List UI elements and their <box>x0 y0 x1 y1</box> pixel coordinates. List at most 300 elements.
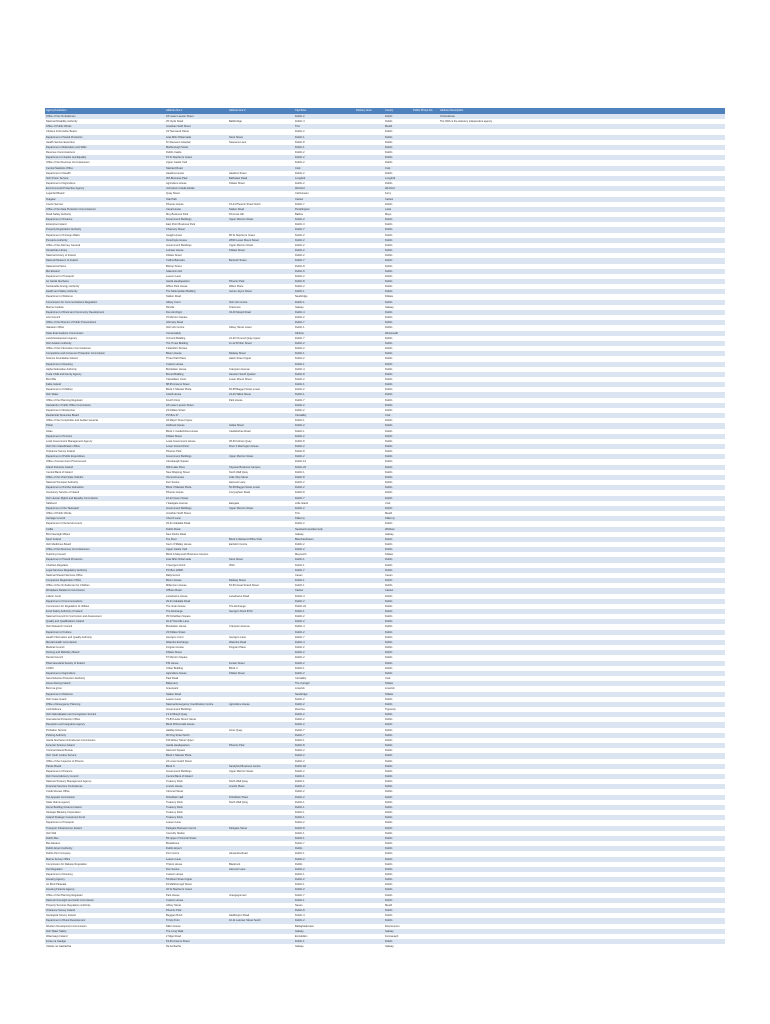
table-cell: Dublin 1 <box>294 939 355 944</box>
table-cell: 57 Merrion Square <box>165 655 228 660</box>
table-cell: Dublin 2 <box>294 114 355 119</box>
table-cell: Dublin <box>384 918 412 923</box>
table-cell: Dublin <box>384 238 412 243</box>
table-cell: Ballina <box>294 212 355 217</box>
table-cell: Dublin 2 <box>294 238 355 243</box>
table-cell: Fitzwilliam Place <box>228 795 294 800</box>
table-cell: Dublin 2 <box>294 155 355 160</box>
table-cell: Bord na gCon <box>45 686 165 691</box>
table-cell: Carlow <box>294 197 355 202</box>
table-cell: Dublin 2 <box>294 248 355 253</box>
table-cell: Upper Castle Yard <box>165 547 228 552</box>
table-cell: 2 Sligo Road <box>165 934 228 939</box>
table-cell: Block A Maynooth Business Campus <box>165 552 228 557</box>
table-cell: Parkgate Business Centre <box>165 826 228 831</box>
table-cell: Government Buildings <box>165 769 228 774</box>
table-cell: Civil Defence <box>45 707 165 712</box>
table-cell: Hatch Street Upper <box>228 356 294 361</box>
table-cell: Dublin 1 <box>294 831 355 836</box>
table-cell: Citizens Information Board <box>45 129 165 134</box>
table-cell: Dublin 2 <box>294 485 355 490</box>
table-cell: Dublin <box>384 233 412 238</box>
table-cell: Dublin <box>384 264 412 269</box>
table-cell: Na Forbacha <box>165 944 228 949</box>
table-cell: Dublin <box>384 645 412 650</box>
table-cell: Dublin 1 <box>294 851 355 856</box>
table-cell: Department of Social Protection <box>45 557 165 562</box>
table-cell: Dublin 2 <box>294 697 355 702</box>
table-cell: East Point Business Park <box>165 222 228 227</box>
table-cell: Little Ship Street <box>228 475 294 480</box>
table-cell: Dublin <box>384 253 412 258</box>
table-cell: Government Buildings <box>165 217 228 222</box>
table-cell: Dublin 1 <box>294 470 355 475</box>
table-cell: Dublin <box>384 805 412 810</box>
table-cell: An Bord Pleanala <box>45 882 165 887</box>
table-cell: Dublin 2 <box>294 171 355 176</box>
table-cell: Dublin <box>384 490 412 495</box>
table-cell: Kilkenny <box>294 516 355 521</box>
table-cell: Irish Life Centre <box>228 300 294 305</box>
table-cell: Irish Human Rights and Equality Commission <box>45 496 165 501</box>
table-cell: Department of Culture <box>45 630 165 635</box>
table-cell: Dublin <box>384 831 412 836</box>
table-cell: Dublin <box>384 418 412 423</box>
table-cell: Department of Health <box>45 171 165 176</box>
table-cell: Dublin 7 <box>294 568 355 573</box>
table-cell: Kingram Place <box>228 645 294 650</box>
table-cell: Galway <box>294 532 355 537</box>
table-cell: Dublin 2 <box>294 423 355 428</box>
table-cell: Office of the Director of Public Prosecutions <box>45 320 165 325</box>
table-cell: Dublin 2 <box>294 671 355 676</box>
table-cell: Department of Defence <box>45 692 165 697</box>
table-cell: Bus Eireann <box>45 841 165 846</box>
table-cell: Office of the Revenue Commissioners <box>45 160 165 165</box>
table-cell: Dublin <box>384 336 412 341</box>
table-cell: Sea Fisheries Protection Authority <box>45 676 165 681</box>
table-cell: Ireland Strategic Investment Fund <box>45 815 165 820</box>
table-cell: 18 Lower Leeson Street <box>165 114 228 119</box>
table-cell: Dublin <box>384 697 412 702</box>
table-cell: Dublin 2 <box>294 784 355 789</box>
table-cell: Dublin <box>384 310 412 315</box>
table-cell: Central Bank of Ireland <box>165 774 228 779</box>
table-cell: George's Dock IFSC <box>228 609 294 614</box>
table-cell: Department of Rural and Community Development <box>45 310 165 315</box>
table-cell: Dublin 2 <box>294 630 355 635</box>
table-cell: Clonmel Street <box>165 789 228 794</box>
table-cell: Galway <box>294 929 355 934</box>
table-cell: 13-14 Burgh Quay <box>165 712 228 717</box>
table-cell: Failte Ireland <box>45 382 165 387</box>
table-cell: State Examinations Commission <box>45 331 165 336</box>
table-cell: Dublin 2 <box>294 150 355 155</box>
table-cell: Dublin <box>384 882 412 887</box>
table-cell: Dublin 2 <box>294 454 355 459</box>
table-cell: Kilkenny <box>384 516 412 521</box>
table-cell: An Garda Siochana <box>45 279 165 284</box>
table-cell: Dublin 8 <box>294 439 355 444</box>
table-cell: Dublin Bus <box>45 836 165 841</box>
table-cell: Department of the Environment <box>45 521 165 526</box>
table-cell: The Grain House <box>165 604 228 609</box>
table-cell: Dublin 7 <box>294 398 355 403</box>
table-cell: Upper Castle Yard <box>165 160 228 165</box>
table-cell: Dublin 4 <box>294 913 355 918</box>
table-cell: Fermanagh <box>384 934 412 939</box>
table-cell: Science Foundation Ireland <box>45 356 165 361</box>
table-cell: Garda Siochana Ombudsman Commission <box>45 738 165 743</box>
table-cell: Phoenix Park <box>165 449 228 454</box>
table-cell: Newtownmountkennedy <box>294 527 355 532</box>
table-cell: Health and Safety Authority <box>45 289 165 294</box>
table-cell: Dublin <box>384 459 412 464</box>
table-cell: Clanwilliam Court <box>165 377 228 382</box>
table-cell: Newbridge <box>294 294 355 299</box>
table-cell: 3A Mayor Street Upper <box>165 418 228 423</box>
table-cell: Dublin <box>384 547 412 552</box>
table-cell: Dublin <box>384 269 412 274</box>
table-cell: Transport Infrastructure Ireland <box>45 826 165 831</box>
table-cell: Infirmary Road <box>165 320 228 325</box>
table-cell: Dublin 2 <box>294 408 355 413</box>
table-cell: Dublin <box>384 119 412 124</box>
table-cell: Park Road <box>165 676 228 681</box>
table-cell: Dublin 8 <box>294 372 355 377</box>
table-cell: Safefood <box>45 501 165 506</box>
table-cell: Custom House <box>165 898 228 903</box>
table-cell: Canal House <box>165 207 228 212</box>
table-cell: Leeson Lane <box>165 697 228 702</box>
table-cell: Greenpark <box>165 686 228 691</box>
table-cell: Dublin <box>384 789 412 794</box>
table-cell: Dublin <box>384 795 412 800</box>
table-cell: Fourth Floor <box>165 398 228 403</box>
table-cell: Solas <box>45 429 165 434</box>
table-cell: Dublin <box>384 619 412 624</box>
table-cell: Dublin <box>384 475 412 480</box>
table-cell: Department of Education and Skills <box>45 145 165 150</box>
table-cell: Dublin 1 <box>294 583 355 588</box>
table-cell: Church Lane <box>165 516 228 521</box>
table-cell: Johnstown Castle Estate <box>165 186 228 191</box>
table-cell: Forensic Science Ireland <box>45 743 165 748</box>
table-cell: Legal Services Regulatory Authority <box>45 568 165 573</box>
table-cell: Maynooth <box>294 552 355 557</box>
table-cell: Dublin <box>384 289 412 294</box>
table-cell: Kildare <box>384 552 412 557</box>
table-cell: Bishop Street <box>165 264 228 269</box>
table-cell: Department of Rural Development <box>45 918 165 923</box>
table-cell: 59 Upper O'Connell Street <box>165 836 228 841</box>
table-cell: National Emergency Coordination Centre <box>165 702 228 707</box>
table-cell: Enterprise Ireland <box>45 222 165 227</box>
table-cell: 29-31 Adelaide Road <box>165 599 228 604</box>
table-cell: Dublin 2 <box>294 356 355 361</box>
table-cell: National Treasury Management Agency <box>45 779 165 784</box>
table-cell: Waterways Ireland <box>45 934 165 939</box>
table-cell: Dublin 1 <box>294 135 355 140</box>
table-cell: Dublin 2 <box>294 341 355 346</box>
table-cell: Trim <box>294 124 355 129</box>
table-cell: Dublin <box>384 351 412 356</box>
table-cell: Residential Tenancies Board <box>45 413 165 418</box>
table-cell: New Wapping Street <box>165 470 228 475</box>
table-cell: Blanchardstown <box>294 537 355 542</box>
table-cell: The Times Building <box>165 341 228 346</box>
table-cell: Dublin <box>384 429 412 434</box>
table-cell: Charities Regulator <box>45 563 165 568</box>
table-cell: Carlow <box>294 588 355 593</box>
table-cell: Dublin <box>384 614 412 619</box>
table-cell: North Wall Quay <box>228 470 294 475</box>
table-cell: Dublin 8 <box>294 264 355 269</box>
table-cell: Dublin 2 <box>294 160 355 165</box>
table-cell: Dublin 2 <box>294 759 355 764</box>
table-cell: Carlow <box>384 588 412 593</box>
table-cell: Dublin 2 <box>294 702 355 707</box>
table-cell: Criminal Assets Bureau <box>45 748 165 753</box>
table-cell: Conyngham Road <box>228 490 294 495</box>
table-cell: Department of Enterprise <box>45 408 165 413</box>
table-cell: Udaras na Gaeltachta <box>45 944 165 949</box>
table-cell: Office of Government Procurement <box>45 459 165 464</box>
table-cell: Quality and Qualifications Ireland <box>45 619 165 624</box>
table-cell: Dublin 2 <box>294 769 355 774</box>
table-cell: 52-56 Great Strand Street <box>228 583 294 588</box>
table-cell: Marine Survey Office <box>45 857 165 862</box>
table-cell: Dublin 2 <box>294 655 355 660</box>
table-cell: Dublin <box>384 583 412 588</box>
table-cell: Dublin <box>384 650 412 655</box>
table-cell: The Exchange <box>165 609 228 614</box>
table-cell: 24-26 Talbot Street <box>228 392 294 397</box>
table-cell: Dublin <box>384 320 412 325</box>
table-cell: Probation Service <box>45 728 165 733</box>
table-cell: 53 Mount Street Upper <box>165 877 228 882</box>
table-cell: Dublin 1 <box>294 609 355 614</box>
table-cell: Dublin <box>384 454 412 459</box>
table-cell: 23 Kildare Street <box>165 408 228 413</box>
table-cell: Dublin <box>384 846 412 851</box>
table-cell: Block 1 Castleforbes House <box>165 429 228 434</box>
table-cell: Department of Transport <box>45 820 165 825</box>
table-cell: Irish Aviation Authority <box>45 341 165 346</box>
table-cell: Legal Aid Board <box>45 191 165 196</box>
table-cell: Office of the Chief State Solicitor <box>45 475 165 480</box>
table-cell: Dublin <box>384 836 412 841</box>
table-cell: Credit Review Office <box>45 789 165 794</box>
table-cell: Dublin 7 <box>294 728 355 733</box>
table-cell: Cornamaddy <box>165 331 228 336</box>
table-cell: Store Street <box>228 557 294 562</box>
table-cell: Inland Fisheries Ireland <box>45 465 165 470</box>
table-cell: Office of the Information Commissioner <box>45 346 165 351</box>
table-cell: Dr Steevens Hospital <box>165 140 228 145</box>
table-cell: Parole Board <box>45 764 165 769</box>
table-cell: Harcourt Lane <box>228 480 294 485</box>
table-cell: Millennium House <box>165 583 228 588</box>
table-cell: Galway <box>384 944 412 949</box>
table-cell: Garda Headquarters <box>165 279 228 284</box>
table-cell: Agriculture House <box>228 702 294 707</box>
table-cell: Dublin 1 <box>294 289 355 294</box>
table-cell: Agriculture House <box>165 671 228 676</box>
table-cell: Roscommon <box>384 924 412 929</box>
table-cell: Sandyford Business Centre <box>228 764 294 769</box>
table-cell: Department of Agriculture <box>45 181 165 186</box>
table-cell: Cork <box>384 501 412 506</box>
table-cell: Upper Merrion Street <box>228 217 294 222</box>
table-cell: Dun Sceine <box>165 867 228 872</box>
table-cell: 51 St Stephen's Green <box>165 155 228 160</box>
table-cell: Dublin 1 <box>294 429 355 434</box>
table-cell: Ballinalee Road <box>228 176 294 181</box>
table-cell: Insolvency Service of Ireland <box>45 490 165 495</box>
table-cell: Chancery Street <box>165 227 228 232</box>
table-cell: Dublin <box>384 779 412 784</box>
table-cell: The Curragh <box>294 681 355 686</box>
table-cell: Dublin <box>384 671 412 676</box>
table-cell: Property Registration Authority <box>45 227 165 232</box>
table-cell: Government Buildings <box>165 454 228 459</box>
table-cell: Irish Medicines Board <box>45 542 165 547</box>
table-cell: Dublin <box>384 140 412 145</box>
table-cell: Earlsfort Centre <box>228 542 294 547</box>
table-cell: Dublin <box>384 382 412 387</box>
table-cell: Upper Merrion Street <box>228 506 294 511</box>
table-cell: Dublin <box>384 738 412 743</box>
table-cell: Department of Transport <box>45 274 165 279</box>
table-cell: Block A Westend Office Park <box>228 537 294 542</box>
table-cell: Cahirciveen <box>294 191 355 196</box>
table-cell: Department of Tourism <box>45 434 165 439</box>
table-cell: Pobal <box>45 423 165 428</box>
table-cell: Dublin <box>384 160 412 165</box>
table-cell: Benburb Street <box>228 258 294 263</box>
table-cell: The NDA is the statutory independent agency <box>439 119 725 124</box>
table-cell: Park House <box>228 398 294 403</box>
table-cell: Three Park Place <box>165 356 228 361</box>
table-cell: Dublin 4 <box>294 624 355 629</box>
table-cell: Ballsbridge <box>228 119 294 124</box>
table-cell: Dublin <box>384 279 412 284</box>
table-cell: Commission for Communications Regulation <box>45 300 165 305</box>
table-cell: Steevens Lane <box>228 140 294 145</box>
table-cell: Dublin 2 <box>294 542 355 547</box>
table-cell: Dublin 14 <box>294 459 355 464</box>
table-cell: Galway <box>294 305 355 310</box>
table-cell: Iveagh House <box>165 233 228 238</box>
table-cell: Leinster House <box>165 248 228 253</box>
table-cell: Marlborough Street <box>165 145 228 150</box>
table-cell: Dublin 2 <box>294 857 355 862</box>
table-cell: Office of Public Works <box>45 124 165 129</box>
table-cell: Dublin 4 <box>294 119 355 124</box>
table-cell: Dublin Airport <box>165 846 228 851</box>
table-cell: Dublin <box>384 800 412 805</box>
table-cell: Station Road <box>228 207 294 212</box>
table-cell: Dublin <box>384 315 412 320</box>
table-cell: Dublin <box>384 635 412 640</box>
table-cell: Dublin 2 <box>294 129 355 134</box>
table-cell: Laois <box>384 207 412 212</box>
table-cell: Alexandra Road <box>228 851 294 856</box>
table-cell: Phoenix Park <box>165 908 228 913</box>
table-cell: George's Lane <box>228 635 294 640</box>
table-cell: Ordnance Survey Ireland <box>45 908 165 913</box>
table-cell: Dublin 2 <box>294 820 355 825</box>
table-cell: 29-31 Adelaide Road <box>165 521 228 526</box>
table-cell: New Docks Road <box>165 532 228 537</box>
table-cell: Dublin 4 <box>294 367 355 372</box>
table-cell: Dublin 1 <box>294 578 355 583</box>
table-cell: Ormond Building <box>165 336 228 341</box>
table-cell: National Museum of Ireland <box>45 258 165 263</box>
table-cell: Urban Building <box>165 666 228 671</box>
table-cell: Sport Ireland <box>45 537 165 542</box>
table-cell: Dublin 1 <box>294 325 355 330</box>
table-cell: Department of the Taoiseach <box>45 506 165 511</box>
table-cell: Dublin Castle <box>165 150 228 155</box>
table-cell: Waterloo Road <box>228 640 294 645</box>
table-cell: Dublin <box>384 872 412 877</box>
table-cell: Ordnance Survey Ireland <box>45 449 165 454</box>
table-cell: Dublin <box>384 403 412 408</box>
table-cell: Dublin 2 <box>294 480 355 485</box>
table-cell: Skehard Road <box>165 166 228 171</box>
table-cell: Department of Finance <box>45 217 165 222</box>
table-cell: Department of Defence <box>45 294 165 299</box>
table-cell: Haddington Road <box>228 913 294 918</box>
table-cell: 150 Abbey Street Upper <box>165 738 228 743</box>
table-cell: Office of the Comptroller and Auditor General <box>45 418 165 423</box>
table-cell: 18 Lower Leeson Street <box>165 403 228 408</box>
table-cell: Dublin <box>384 640 412 645</box>
table-cell: Irish Life Centre <box>165 325 228 330</box>
table-cell: IFSC <box>228 563 294 568</box>
table-cell: Dublin <box>384 748 412 753</box>
table-cell: Dublin 2 <box>294 233 355 238</box>
table-cell: Heritage Council <box>45 516 165 521</box>
table-cell: Harcourt Square <box>165 748 228 753</box>
table-cell: Central Statistics Office <box>45 166 165 171</box>
table-cell: Department of Justice and Equality <box>45 155 165 160</box>
table-cell: Dublin 2 <box>294 181 355 186</box>
table-cell: Kildare Street <box>228 248 294 253</box>
table-cell: Quay Street <box>165 191 228 196</box>
table-cell: North Wall Quay <box>228 779 294 784</box>
table-cell: 70 Merrion Square <box>165 315 228 320</box>
table-cell: Department of Housing <box>45 872 165 877</box>
table-cell: Dublin 8 <box>294 826 355 831</box>
table-cell: Kildare Street <box>228 181 294 186</box>
table-cell: Floor 2 Warrington House <box>228 444 294 449</box>
table-cell: Dublin <box>384 820 412 825</box>
table-cell: Dublin <box>384 851 412 856</box>
table-cell: Dublin <box>384 362 412 367</box>
table-cell: Dublin <box>384 908 412 913</box>
table-cell: Dublin <box>384 609 412 614</box>
table-cell: Dublin <box>384 857 412 862</box>
table-cell: Abbey Court <box>165 300 228 305</box>
table-cell: Dublin <box>384 434 412 439</box>
table-cell: Beggars Bush <box>165 913 228 918</box>
table-cell: Kildare Street <box>165 650 228 655</box>
table-cell: Osmond House <box>165 475 228 480</box>
table-cell: Wilton Park House <box>165 284 228 289</box>
